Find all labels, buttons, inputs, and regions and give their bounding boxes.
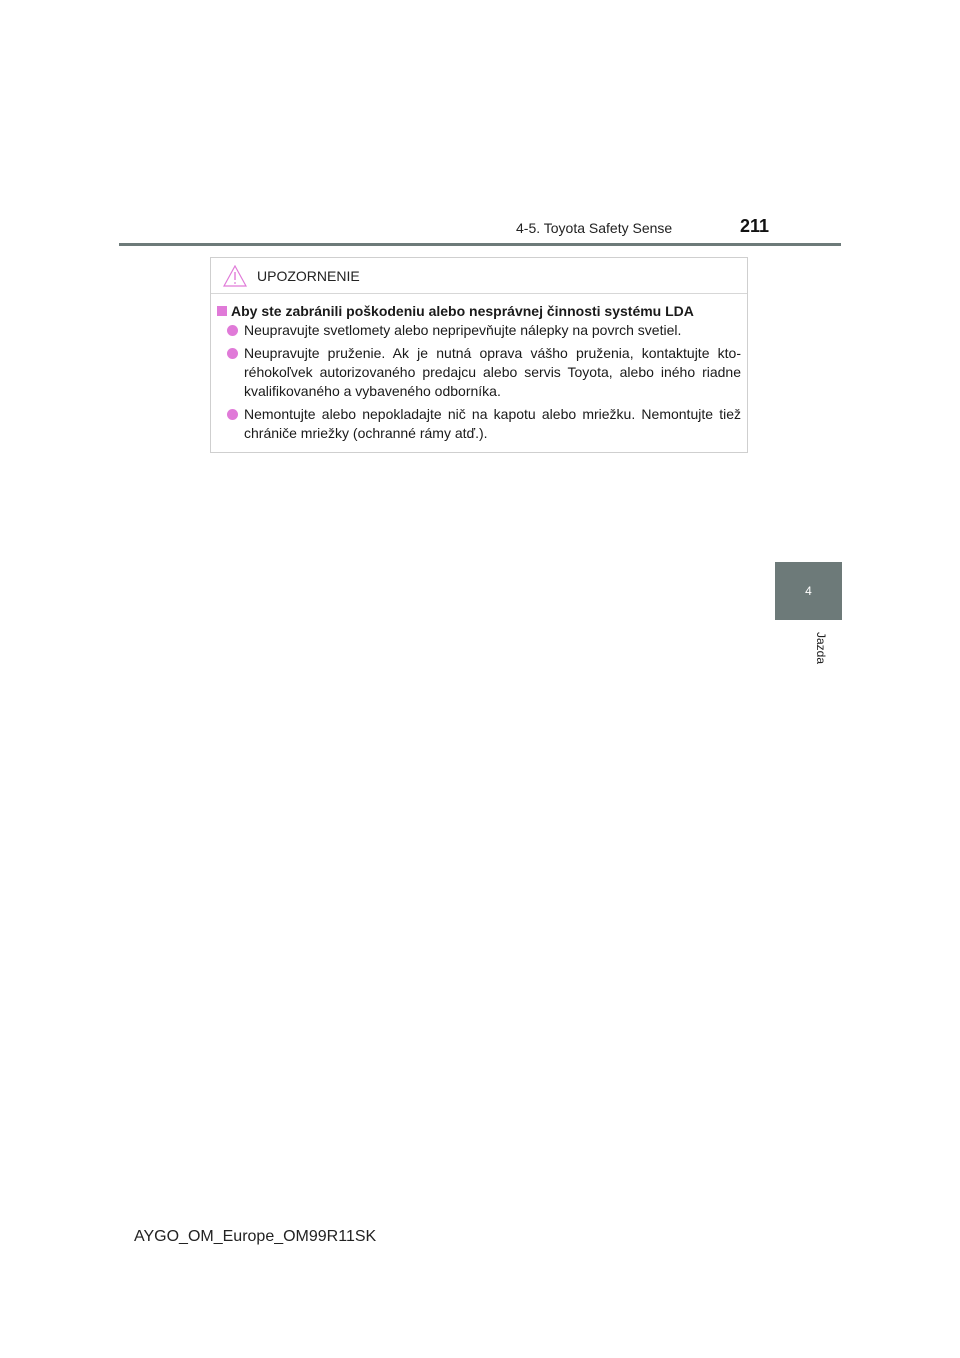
warning-section-title: Aby ste zabránili poškodeniu alebo nesprávnej činnosti systému LDA (231, 303, 694, 319)
warning-title: UPOZORNENIE (257, 268, 360, 284)
square-bullet-icon (217, 306, 227, 316)
chapter-tab (775, 562, 842, 620)
warning-divider (211, 293, 747, 294)
list-item (227, 405, 741, 443)
warning-section-heading (217, 302, 737, 320)
warning-bullet-list (227, 321, 741, 447)
warning-header (223, 262, 360, 290)
round-bullet-icon (227, 409, 238, 420)
document-code: AYGO_OM_Europe_OM99R11SK (134, 1228, 377, 1245)
list-item (227, 344, 741, 401)
bullet-text: Neupravujte svetlomety alebo nepripevňujte nálepky na povrch svetiel. (244, 322, 682, 338)
bullet-text: Nemontujte alebo nepokladajte nič na kapotu alebo mriežku. Nemontujte tiež chrániče mriežky (ochranné rámy atď.). (244, 406, 741, 441)
list-item (227, 321, 741, 340)
bullet-text: Neupravujte pruženie. Ak je nutná oprava vášho pruženia, kontaktujte kto-réhokoľvek autorizovaného predajcu alebo servis Toyota, alebo iného riadne kvalifikovaného a vybaveného odborníka. (244, 345, 741, 399)
chapter-label: Jazda (814, 632, 828, 665)
warning-triangle-icon (223, 265, 247, 287)
round-bullet-icon (227, 325, 238, 336)
round-bullet-icon (227, 348, 238, 359)
warning-box (210, 257, 748, 453)
chapter-number: 4 (805, 584, 812, 598)
header-divider (119, 243, 841, 246)
page-number: 211 (740, 216, 770, 236)
section-title: 4-5. Toyota Safety Sense (516, 220, 673, 236)
